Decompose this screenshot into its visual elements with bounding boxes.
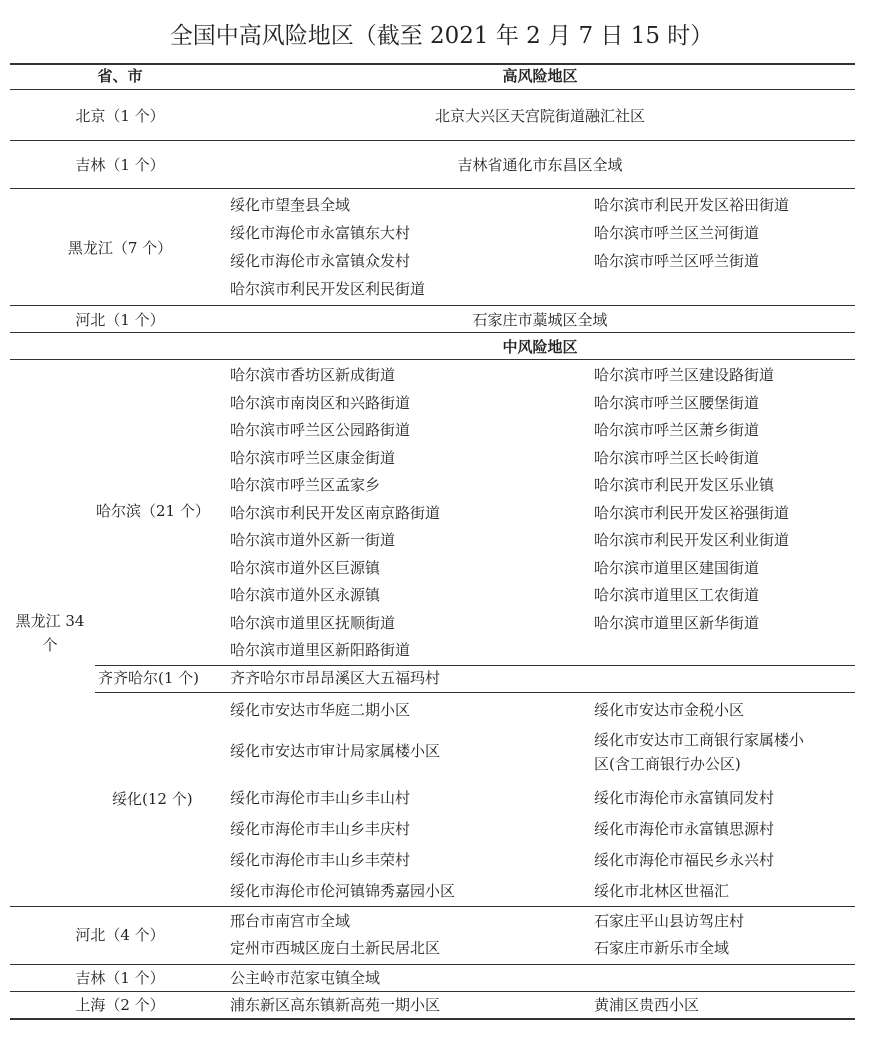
area-cell: 绥化市海伦市丰山乡丰山村: [230, 789, 411, 807]
province-cell: 上海（2 个）: [75, 996, 165, 1014]
area-cell: 哈尔滨市利民开发区利民街道: [230, 280, 426, 298]
city-cell: 齐齐哈尔(1 个): [98, 669, 200, 687]
table-bottom-rule: [10, 1018, 855, 1020]
area-cell: 区(含工商银行办公区): [594, 755, 741, 773]
area-cell: 哈尔滨市利民开发区利业街道: [594, 531, 790, 549]
table-top-rule: [10, 63, 855, 65]
area-cell: 哈尔滨市南岗区和兴路街道: [230, 393, 411, 412]
area-cell: 哈尔滨市呼兰区建设路街道: [594, 366, 775, 384]
province-cell: 北京（1 个）: [75, 107, 165, 125]
area-cell: 定州市西城区庞白土新民居北区: [230, 939, 441, 957]
province-cell: 吉林（1 个）: [75, 156, 165, 174]
area-cell: 石家庄平山县访驾庄村: [594, 912, 745, 930]
area-cell: 绥化市海伦市永富镇思源村: [594, 820, 775, 838]
section-divider: [10, 359, 855, 360]
province-unit: 个: [42, 636, 58, 654]
area-cell: 绥化市北林区世福汇: [594, 882, 730, 900]
header-rule: [10, 89, 855, 90]
area-cell: 哈尔滨市道里区新华街道: [594, 613, 760, 632]
area-cell: 绥化市海伦市丰山乡丰荣村: [230, 851, 411, 869]
row-divider: [10, 332, 855, 333]
province-cell: 黑龙江（7 个）: [67, 239, 173, 257]
area-cell: 哈尔滨市呼兰区呼兰街道: [594, 252, 760, 270]
row-divider: [10, 964, 855, 965]
area-cell: 哈尔滨市道里区建国街道: [594, 558, 760, 577]
area-cell: 哈尔滨市呼兰区腰堡街道: [594, 393, 760, 412]
page-title: 全国中高风险地区（截至 2021 年 2 月 7 日 15 时）: [169, 23, 714, 49]
province-cell: 吉林（1 个）: [75, 969, 165, 987]
area-cell: 浦东新区高东镇新高苑一期小区: [230, 996, 441, 1014]
area-cell: 绥化市海伦市丰山乡丰庆村: [230, 820, 411, 838]
area-cell: 哈尔滨市呼兰区萧乡街道: [594, 421, 760, 439]
area-cell: 绥化市海伦市永富镇东大村: [230, 224, 411, 242]
city-cell: 哈尔滨（21 个）: [96, 502, 210, 520]
area-cell: 公主岭市范家屯镇全域: [230, 969, 381, 987]
area-cell: 哈尔滨市道里区抚顺街道: [230, 613, 396, 632]
area-cell: 绥化市海伦市福民乡永兴村: [594, 851, 775, 869]
city-cell: 绥化(12 个): [112, 790, 193, 808]
header-province: 省、市: [97, 67, 143, 85]
subrow-divider: [95, 665, 855, 666]
header-high-risk: 高风险地区: [502, 67, 578, 85]
province-cell: 黑龙江 34: [15, 612, 85, 630]
area-cell: 哈尔滨市呼兰区公园路街道: [230, 421, 411, 439]
area-cell: 绥化市海伦市永富镇同发村: [594, 789, 775, 807]
area-cell: 哈尔滨市呼兰区长岭街道: [594, 448, 760, 467]
row-divider: [10, 305, 855, 306]
row-divider: [10, 140, 855, 141]
header-medium-risk: 中风险地区: [502, 338, 578, 356]
area-cell: 绥化市安达市金税小区: [594, 701, 745, 719]
area-cell: 哈尔滨市利民开发区裕强街道: [594, 503, 790, 522]
area-cell: 哈尔滨市道外区新一街道: [230, 531, 396, 549]
row-divider: [10, 906, 855, 907]
area-cell: 吉林省通化市东昌区全域: [457, 156, 623, 174]
area-cell: 哈尔滨市道里区新阳路街道: [230, 641, 411, 659]
area-cell: 绥化市安达市工商银行家属楼小: [594, 731, 805, 749]
area-cell: 石家庄市新乐市全域: [594, 939, 730, 957]
area-cell: 邢台市南宫市全域: [230, 912, 351, 930]
subrow-divider: [95, 692, 855, 693]
row-divider: [10, 188, 855, 189]
area-cell: 石家庄市藁城区全域: [472, 311, 608, 329]
area-cell: 哈尔滨市道里区工农街道: [594, 586, 760, 604]
area-cell: 哈尔滨市呼兰区康金街道: [230, 448, 396, 467]
area-cell: 哈尔滨市利民开发区乐业镇: [594, 476, 775, 494]
area-cell: 哈尔滨市道外区巨源镇: [230, 558, 381, 577]
area-cell: 哈尔滨市道外区永源镇: [230, 586, 381, 604]
area-cell: 绥化市海伦市永富镇众发村: [230, 252, 411, 270]
area-cell: 北京大兴区天宫院街道融汇社区: [434, 107, 645, 125]
area-cell: 绥化市安达市审计局家属楼小区: [230, 742, 441, 760]
province-cell: 河北（1 个）: [75, 311, 165, 329]
province-cell: 河北（4 个）: [75, 926, 165, 944]
area-cell: 哈尔滨市呼兰区孟家乡: [230, 476, 381, 494]
row-divider: [10, 991, 855, 992]
area-cell: 哈尔滨市利民开发区南京路街道: [230, 503, 441, 522]
area-cell: 哈尔滨市利民开发区裕田街道: [594, 196, 790, 214]
area-cell: 绥化市海伦市伦河镇锦秀嘉园小区: [230, 882, 456, 900]
area-cell: 黄浦区贵西小区: [594, 996, 700, 1014]
area-cell: 哈尔滨市香坊区新成街道: [230, 366, 396, 384]
area-cell: 绥化市安达市华庭二期小区: [230, 701, 411, 719]
area-cell: 齐齐哈尔市昂昂溪区大五福玛村: [230, 669, 441, 687]
area-cell: 哈尔滨市呼兰区兰河街道: [594, 224, 760, 242]
area-cell: 绥化市望奎县全域: [230, 196, 351, 214]
